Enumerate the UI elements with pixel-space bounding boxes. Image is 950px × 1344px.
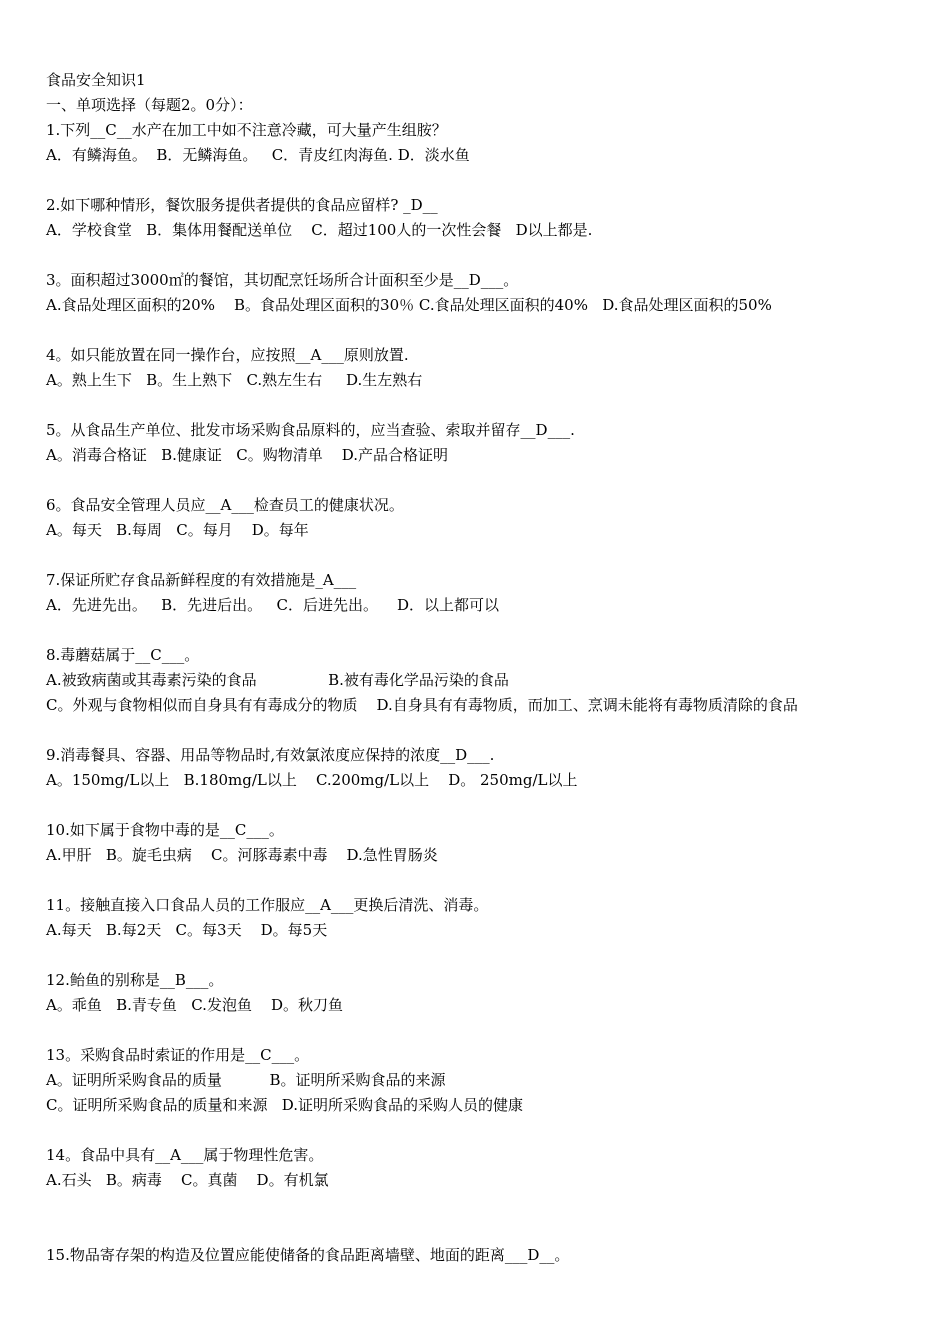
question-options: C。外观与食物相似而自身具有有毒成分的物质 D.自身具有有毒物质，而加工、烹调未能将有毒物质清除的食品: [46, 696, 798, 714]
question-text: 13。采购食品时索证的作用是__C___。: [46, 1046, 310, 1064]
question-text: 1.下列__C__水产在加工中如不注意冷藏，可大量产生组胺？: [46, 121, 447, 139]
question-options: A.被致病菌或其毒素污染的食品 B.被有毒化学品污染的食品: [46, 671, 509, 689]
spacer: [46, 168, 926, 193]
question-options: A．先进先出。 B．先进后出。 C．后进先出。 D．以上都可以: [46, 596, 500, 614]
spacer: [46, 468, 926, 493]
question-options: A。证明所采购食品的质量 B。证明所采购食品的来源: [46, 1071, 446, 1089]
spacer: [46, 618, 926, 643]
question-text: 10.如下属于食物中毒的是__C___。: [46, 821, 284, 839]
document-title: 食品安全知识1: [46, 71, 146, 89]
question-text: 15.物品寄存架的构造及位置应能使储备的食品距离墙壁、地面的距离___D__。: [46, 1246, 570, 1264]
question-text: 3。面积超过3000㎡的餐馆，其切配烹饪场所合计面积至少是__D___。: [46, 271, 519, 289]
spacer: [46, 943, 926, 968]
document-page: [46, 68, 926, 1268]
question-options: A。150mg/L以上 B.180mg/L以上 C.200mg/L以上 D。 250mg/L以上: [46, 771, 578, 789]
spacer: [46, 1018, 926, 1043]
question-options: A．有鳞海鱼。 B．无鳞海鱼。 C．青皮红肉海鱼. D．淡水鱼: [46, 146, 470, 164]
question-options: A。乖鱼 B.青专鱼 C.发泡鱼 D。秋刀鱼: [46, 996, 344, 1014]
spacer: [46, 1193, 926, 1243]
question-text: 2.如下哪种情形，餐饮服务提供者提供的食品应留样? _D__: [46, 196, 438, 214]
question-options: A.每天 B.每2天 C。每3天 D。每5天: [46, 921, 328, 939]
question-options: A．学校食堂 B．集体用餐配送单位 C．超过100人的一次性会餐 D以上都是.: [46, 221, 593, 239]
spacer: [46, 718, 926, 743]
question-text: 7.保证所贮存食品新鲜程度的有效措施是_A___: [46, 571, 357, 589]
question-text: 6。食品安全管理人员应__A___检查员工的健康状况。: [46, 496, 404, 514]
question-options: C。证明所采购食品的质量和来源 D.证明所采购食品的采购人员的健康: [46, 1096, 524, 1114]
question-text: 14。食品中具有__A___属于物理性危害。: [46, 1146, 324, 1164]
question-options: A.甲肝 B。旋毛虫病 C。河豚毒素中毒 D.急性胃肠炎: [46, 846, 438, 864]
spacer: [46, 1118, 926, 1143]
spacer: [46, 543, 926, 568]
question-options: A。每天 B.每周 C。每月 D。每年: [46, 521, 309, 539]
question-text: 5。从食品生产单位、批发市场采购食品原料的，应当查验、索取并留存__D___.: [46, 421, 575, 439]
question-text: 8.毒蘑菇属于__C___。: [46, 646, 200, 664]
question-options: A。消毒合格证 B.健康证 C。购物清单 D.产品合格证明: [46, 446, 449, 464]
section-heading: 一、单项选择（每题2。0分）：: [46, 96, 253, 114]
question-options: A。熟上生下 B。生上熟下 C.熟左生右 D.生左熟右: [46, 371, 423, 389]
spacer: [46, 868, 926, 893]
question-text: 4。如只能放置在同一操作台，应按照__A___原则放置.: [46, 346, 409, 364]
question-options: A.食品处理区面积的20% B。食品处理区面积的30％ C.食品处理区面积的40% D.食品处理区面积的50%: [46, 296, 772, 314]
spacer: [46, 318, 926, 343]
question-text: 12.鲐鱼的别称是__B___。: [46, 971, 224, 989]
spacer: [46, 393, 926, 418]
question-text: 9.消毒餐具、容器、用品等物品时,有效氯浓度应保持的浓度__D___.: [46, 746, 495, 764]
question-options: A.石头 B。病毒 C。真菌 D。有机氯: [46, 1171, 329, 1189]
question-text: 11。接触直接入口食品人员的工作服应__A___更换后清洗、消毒。: [46, 896, 489, 914]
spacer: [46, 243, 926, 268]
spacer: [46, 793, 926, 818]
